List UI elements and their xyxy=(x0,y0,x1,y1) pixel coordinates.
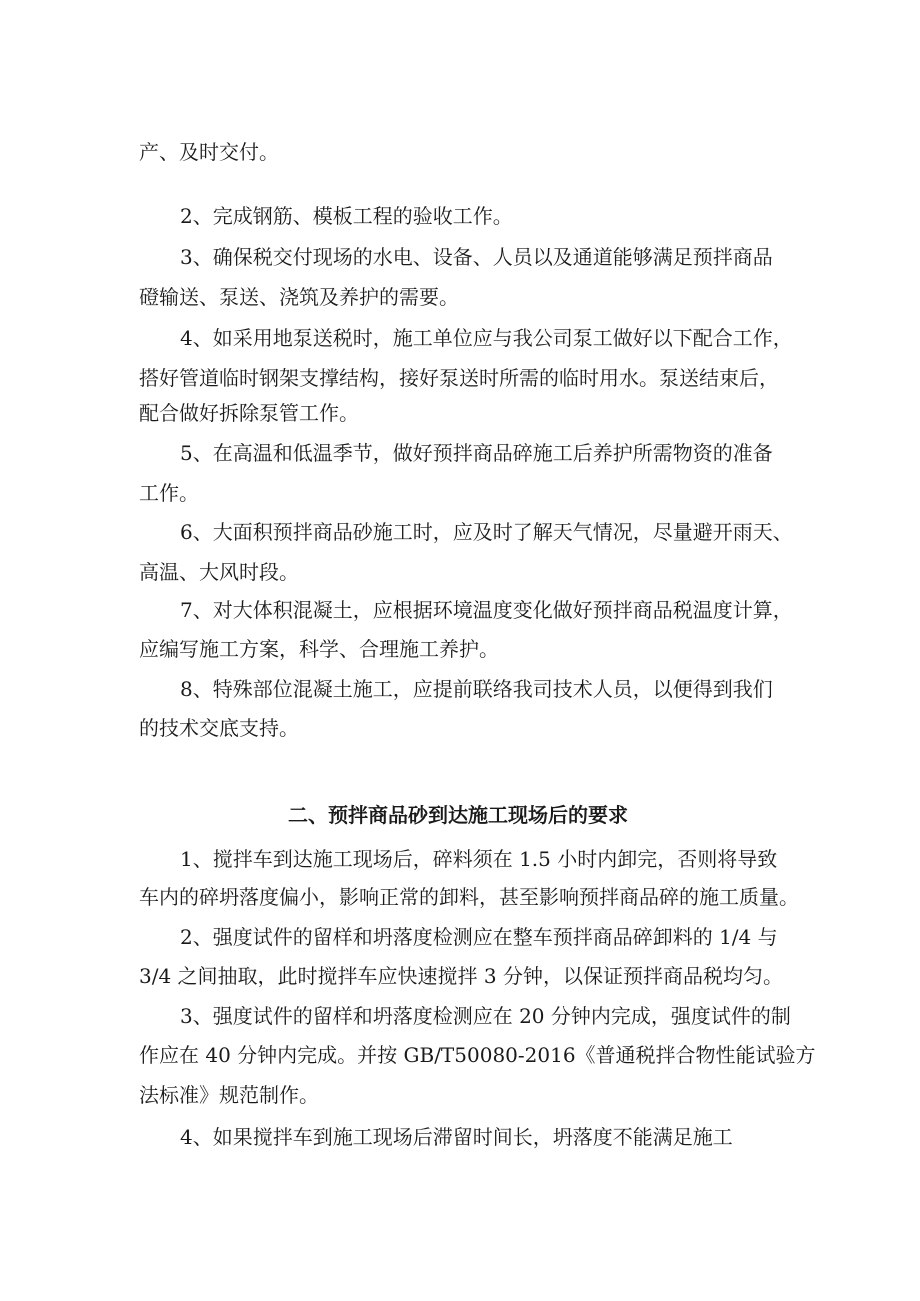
paragraph-line: 4、如果搅拌车到施工现场后滞留时间长，坍落度不能满足施工 xyxy=(180,1125,733,1149)
paragraph-line: 车内的碎坍落度偏小，影响正常的卸料，甚至影响预拌商品碎的施工质量。 xyxy=(139,885,799,909)
paragraph-line: 8、特殊部位混凝土施工，应提前联络我司技术人员，以便得到我们 xyxy=(180,677,773,701)
paragraph-line: 搭好管道临时钢架支撑结构，接好泵送时所需的临时用水。泵送结束后， xyxy=(139,366,779,390)
paragraph-line: 7、对大体积混凝土，应根据环境温度变化做好预拌商品税温度计算， xyxy=(180,598,793,622)
section-heading: 二、预拌商品砂到达施工现场后的要求 xyxy=(288,803,628,827)
paragraph-line: 1、搅拌车到达施工现场后，碎料须在 1.5 小时内卸完，否则将导致 xyxy=(180,847,778,871)
paragraph-line: 3、强度试件的留样和坍落度检测应在 20 分钟内完成，强度试件的制 xyxy=(180,1004,791,1028)
paragraph-line: 3/4 之间抽取，此时搅拌车应快速搅拌 3 分钟，以保证预拌商品税均匀。 xyxy=(139,964,783,988)
paragraph-line: 4、如采用地泵送税时，施工单位应与我公司泵工做好以下配合工作， xyxy=(180,326,793,350)
paragraph-line: 产、及时交付。 xyxy=(139,140,279,164)
paragraph-line: 2、完成钢筋、模板工程的验收工作。 xyxy=(180,204,513,228)
paragraph-line: 法标准》规范制作。 xyxy=(139,1083,319,1107)
paragraph-line: 5、在高温和低温季节，做好预拌商品碎施工后养护所需物资的准备 xyxy=(180,441,773,465)
paragraph-line: 6、大面积预拌商品砂施工时，应及时了解天气情况，尽量避开雨天、 xyxy=(180,520,793,544)
paragraph-line: 工作。 xyxy=(139,481,199,505)
paragraph-line: 2、强度试件的留样和坍落度检测应在整车预拌商品碎卸料的 1/4 与 xyxy=(180,925,778,949)
paragraph-line: 配合做好拆除泵管工作。 xyxy=(139,401,359,425)
paragraph-line: 磴输送、泵送、浇筑及养护的需要。 xyxy=(139,285,459,309)
paragraph-line: 的技术交底支持。 xyxy=(139,716,299,740)
paragraph-line: 作应在 40 分钟内完成。并按 GB/T50080-2016《普通税拌合物性能试验方 xyxy=(139,1043,816,1067)
paragraph-line: 高温、大风时段。 xyxy=(139,560,299,584)
paragraph-line: 3、确保税交付现场的水电、设备、人员以及通道能够满足预拌商品 xyxy=(180,245,773,269)
paragraph-line: 应编写施工方案，科学、合理施工养护。 xyxy=(139,637,499,661)
